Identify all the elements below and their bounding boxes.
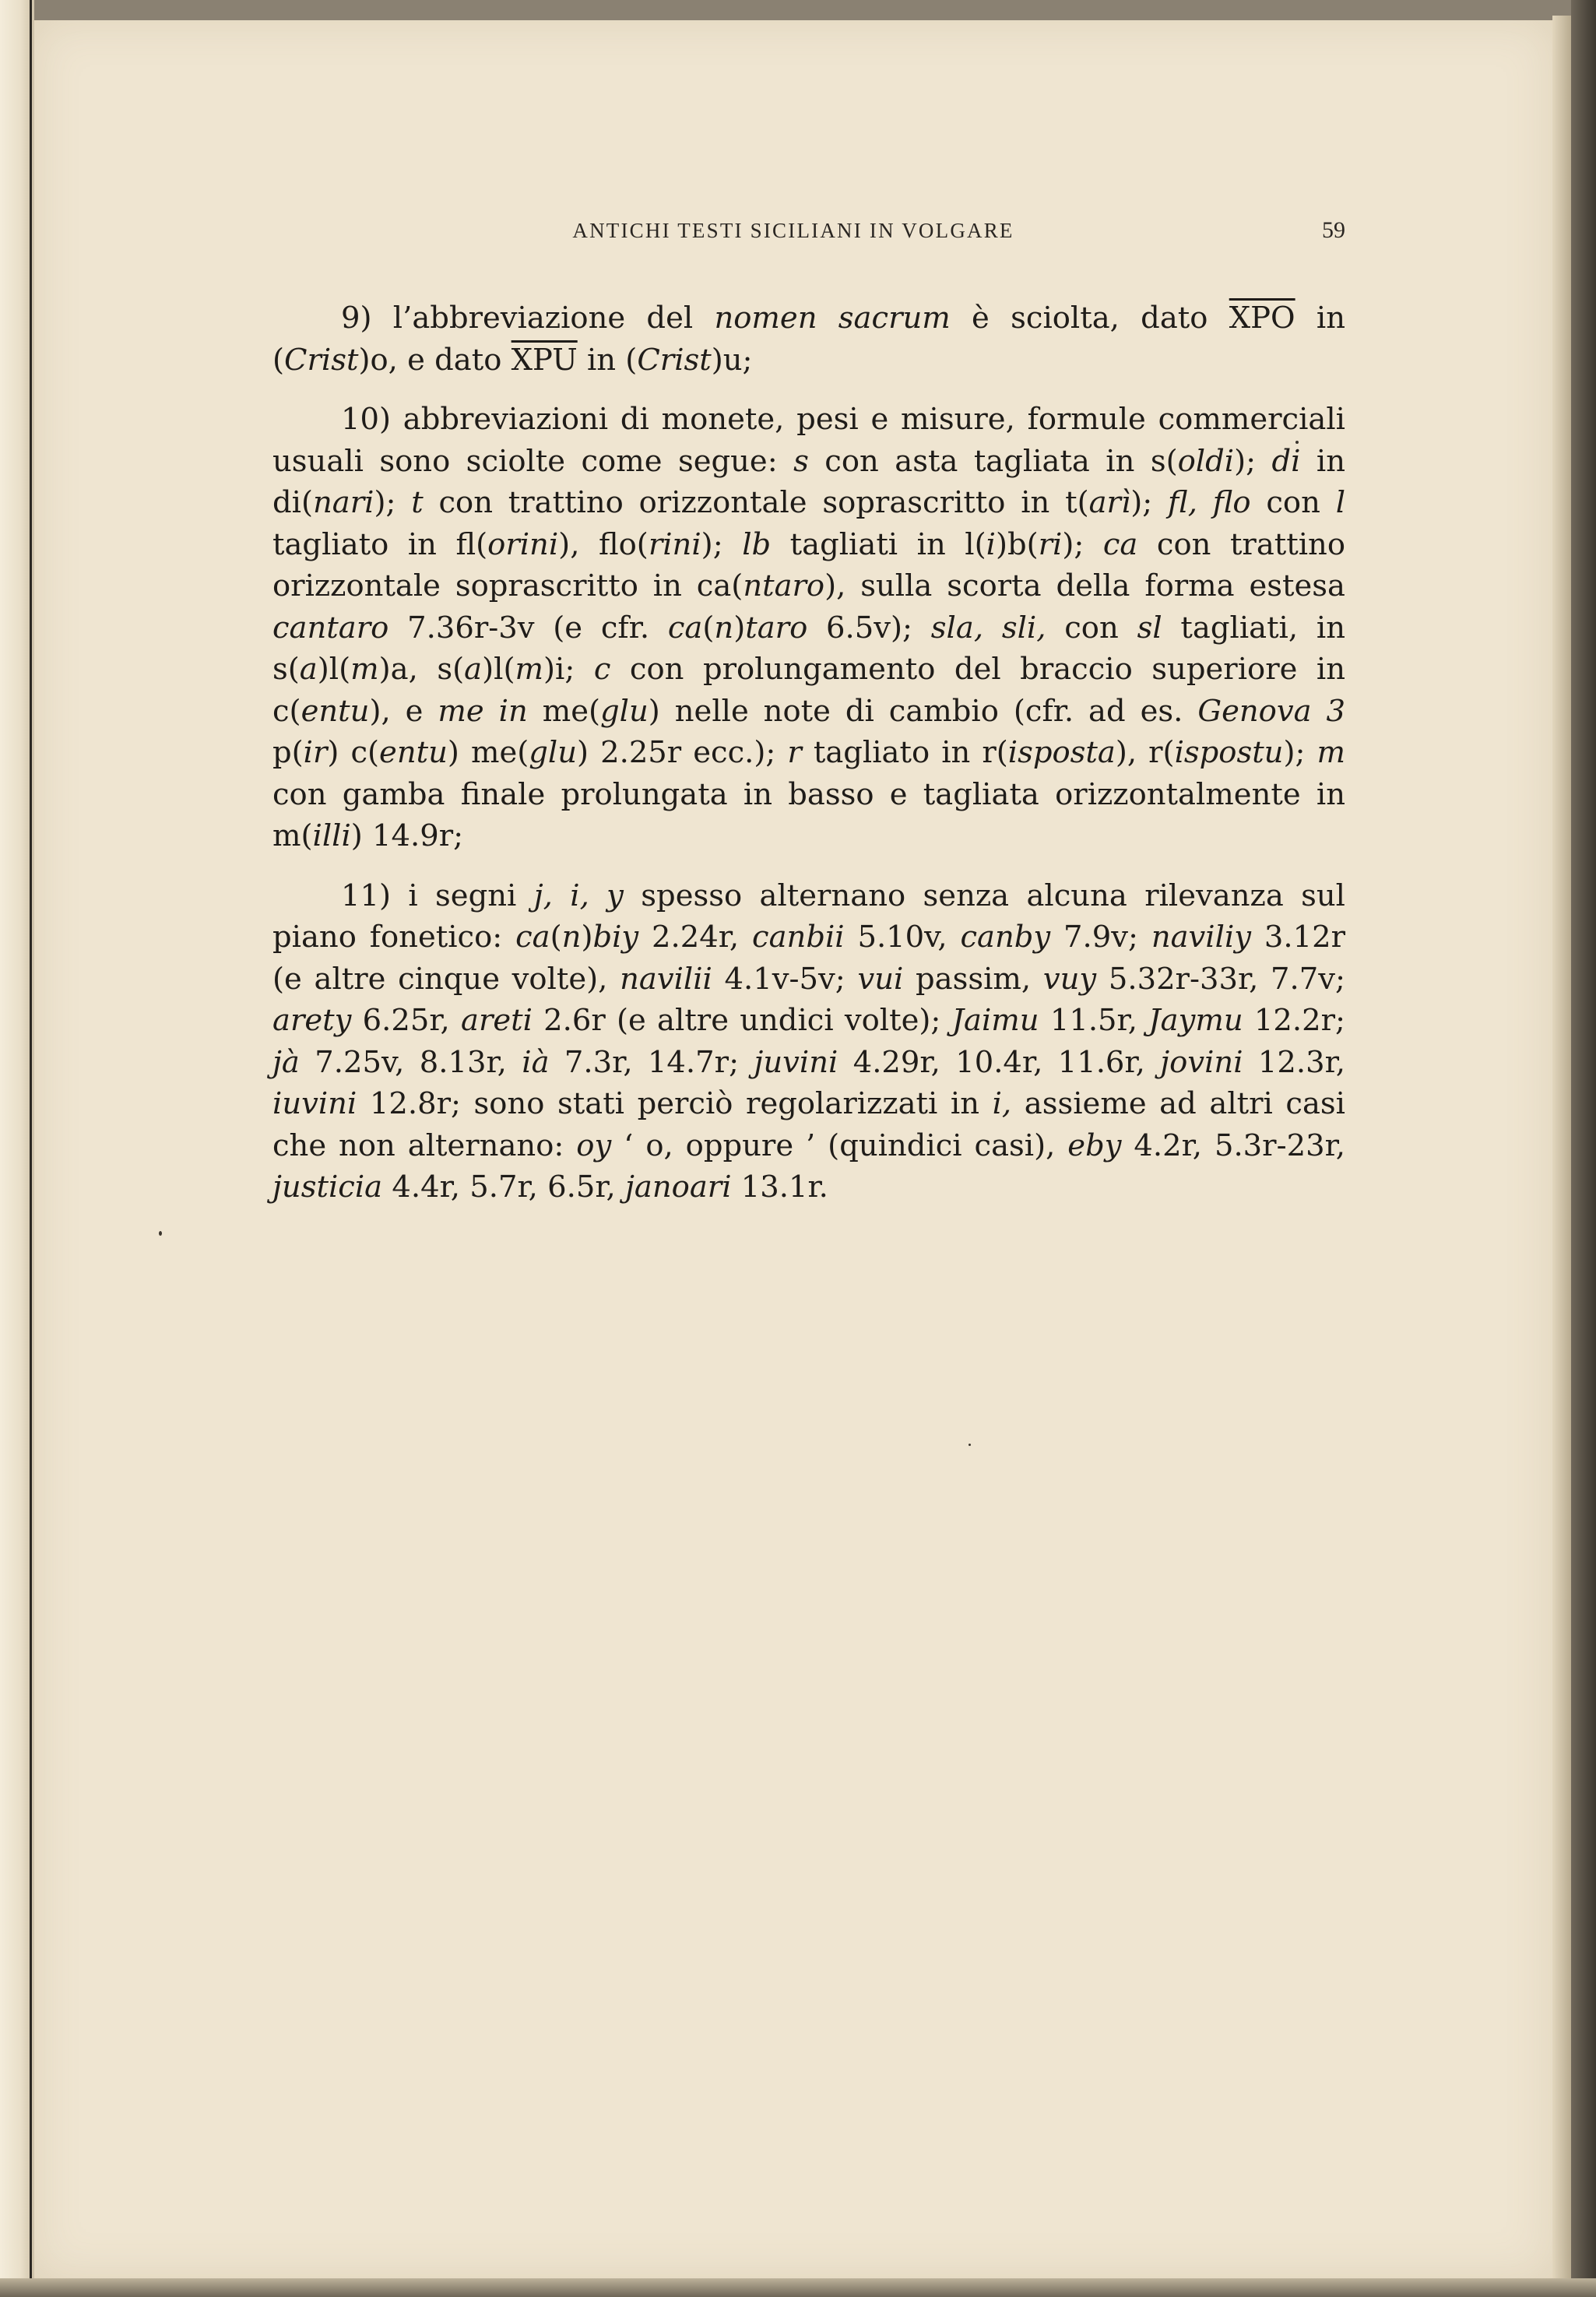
italic-text: a xyxy=(299,652,318,687)
italic-text: oy xyxy=(576,1127,612,1163)
text-run: ), e xyxy=(369,693,438,729)
text-run: è sciolta, dato xyxy=(950,301,1229,336)
italic-text: nari xyxy=(312,485,374,520)
text-run: 6.25r, xyxy=(351,1003,461,1038)
text-run: )i; xyxy=(543,652,594,687)
text-run: 4.4r, 5.7r, 6.5r, xyxy=(382,1170,625,1205)
italic-text: iuvini xyxy=(272,1086,357,1121)
text-run: 4.2r, 5.3r-23r, xyxy=(1121,1127,1345,1163)
italic-text: juvini xyxy=(754,1044,838,1080)
running-title: ANTICHI TESTI SICILIANI IN VOLGARE xyxy=(572,219,1014,242)
italic-text: lb xyxy=(742,526,772,562)
text-run: con asta tagliata in s( xyxy=(808,443,1178,479)
text-run: 12.3r, xyxy=(1243,1044,1346,1080)
text-run: ); xyxy=(1130,485,1169,520)
italic-text: sl xyxy=(1137,610,1162,645)
text-run: tagliati, in s( xyxy=(272,610,1345,687)
abbreviation-overline: $\overline{XPU}$ xyxy=(511,342,578,378)
text-run: )o, e dato xyxy=(358,342,511,378)
italic-text: Jaymu xyxy=(1148,1003,1243,1038)
italic-text: areti xyxy=(460,1003,533,1038)
text-run: ), flo( xyxy=(558,526,649,562)
scan-right-edge xyxy=(1552,16,1571,2289)
text-run: 7.25v, 8.13r, xyxy=(299,1044,522,1080)
italic-text: di xyxy=(1271,443,1301,479)
list-item-10 xyxy=(272,399,1345,857)
text-run: 13.1r. xyxy=(731,1170,828,1205)
page-binding-line xyxy=(30,0,32,2297)
italic-text: Jaimu xyxy=(951,1003,1039,1038)
italic-text: naviliy xyxy=(1151,920,1252,955)
text-run: con xyxy=(1046,610,1137,645)
text-run: con gamba finale prolungata in basso e tagliata orizzontalmente in m( xyxy=(272,776,1345,853)
text-run: ); xyxy=(1062,526,1103,562)
text-run: p( xyxy=(272,735,304,770)
italic-text: entu xyxy=(379,735,448,770)
italic-text: jà xyxy=(272,1044,300,1080)
italic-text: n xyxy=(714,610,734,645)
text-run: )a, s( xyxy=(378,652,465,687)
italic-text: vuy xyxy=(1042,961,1097,997)
text-run: 4.29r, 10.4r, 11.6r, xyxy=(838,1044,1161,1080)
italic-text: taro xyxy=(745,610,808,645)
text-run: 11.5r, xyxy=(1039,1003,1149,1038)
italic-text: oldi xyxy=(1177,443,1235,479)
italic-text: s xyxy=(793,443,809,479)
italic-text: janoari xyxy=(624,1170,732,1205)
text-run: 7.9v; xyxy=(1050,920,1151,955)
text-run: 12.8r; sono stati perciò regolarizzati in xyxy=(357,1086,993,1121)
italic-text: l xyxy=(1335,485,1346,520)
italic-text: eby xyxy=(1067,1127,1122,1163)
abbreviation-overline: $\overline{XPO}$ xyxy=(1229,301,1295,336)
italic-text: ià xyxy=(522,1044,550,1080)
list-item-11 xyxy=(272,875,1345,1208)
text-run: con trattino orizzontale soprascritto in t( xyxy=(423,485,1089,520)
text-run: spesso alternano senza alcuna rilevanza sul piano fonetico: xyxy=(272,878,1345,955)
italic-text: orini xyxy=(487,526,559,562)
italic-text: arì xyxy=(1088,485,1131,520)
text-run: ( xyxy=(702,610,715,645)
text-run: tagliato in fl( xyxy=(272,526,488,562)
text-run: 5.10v, xyxy=(844,920,961,955)
text-run: 3.12r (e altre cinque volte), xyxy=(272,920,1345,997)
text-run: ) me( xyxy=(447,735,529,770)
italic-text: canbii xyxy=(752,920,845,955)
text-run: ); xyxy=(1283,735,1317,770)
text-run: in ( xyxy=(577,342,638,378)
text-run: ); xyxy=(701,526,743,562)
text-run: 2.6r (e altre undici volte); xyxy=(532,1003,952,1038)
text-run: passim, xyxy=(903,961,1043,997)
italic-text: i xyxy=(986,526,996,562)
page-number: 59 xyxy=(1322,217,1345,243)
italic-text: arety xyxy=(272,1003,352,1038)
list-item-9 xyxy=(272,297,1345,381)
book-page xyxy=(34,20,1552,2278)
italic-text: fl, flo xyxy=(1168,485,1251,520)
italic-text: t xyxy=(411,485,424,520)
italic-text: ir xyxy=(303,735,328,770)
italic-text: entu xyxy=(301,693,370,729)
italic-text: c xyxy=(593,652,611,687)
italic-text: ca xyxy=(515,920,550,955)
italic-text: m xyxy=(515,652,543,687)
text-run: in di( xyxy=(272,443,1345,520)
italic-text: ntaro xyxy=(743,568,825,603)
italic-text: justicia xyxy=(272,1170,383,1205)
text-run: )l( xyxy=(482,652,515,687)
italic-text: biy xyxy=(592,920,639,955)
italic-text: navilii xyxy=(620,961,712,997)
paper-speck xyxy=(159,1231,162,1236)
text-run: ) nelle note di cambio (cfr. ad es. xyxy=(648,693,1198,729)
text-run: assieme ad altri casi che non alternano: xyxy=(272,1086,1345,1163)
text-run: ) 14.9r; xyxy=(350,818,464,853)
italic-text: Crist xyxy=(637,342,712,378)
italic-text: ca xyxy=(1102,526,1138,562)
text-run: con trattino orizzontale soprascritto in ca( xyxy=(272,526,1346,603)
italic-text: i, xyxy=(992,1086,1012,1121)
text-run: tagliati in l( xyxy=(771,526,986,562)
text-run: tagliato in r( xyxy=(801,735,1008,770)
paper-speck xyxy=(968,1444,971,1446)
text-run: me( xyxy=(527,693,601,729)
italic-text: cantaro xyxy=(272,610,389,645)
italic-text: me in xyxy=(438,693,528,729)
text-run: 10) abbreviazioni di monete, pesi e misure, formule commerciali usuali sono sciolte come segue: xyxy=(272,402,1345,479)
italic-text: Genova 3 xyxy=(1197,693,1346,729)
italic-text: ispostu xyxy=(1174,735,1284,770)
italic-text: nomen sacrum xyxy=(714,301,951,336)
text-run: in ( xyxy=(272,301,1345,378)
italic-text: a xyxy=(464,652,483,687)
italic-text: ri xyxy=(1038,526,1063,562)
italic-text: r xyxy=(787,735,802,770)
text-run: 5.32r-33r, 7.7v; xyxy=(1096,961,1346,997)
scan-left-edge xyxy=(0,0,34,2297)
italic-text: glu xyxy=(529,735,578,770)
text-run: 12.2r; xyxy=(1243,1003,1345,1038)
text-run: 2.24r, xyxy=(638,920,753,955)
text-run: ( xyxy=(550,920,562,955)
italic-text: rini xyxy=(648,526,701,562)
italic-text: jovini xyxy=(1160,1044,1243,1080)
text-run: con xyxy=(1250,485,1336,520)
italic-text: illi xyxy=(312,818,351,853)
text-body xyxy=(272,297,1345,1208)
scan-gutter xyxy=(1571,0,1596,2297)
italic-text: ca xyxy=(667,610,703,645)
italic-text: isposta xyxy=(1007,735,1116,770)
italic-text: m xyxy=(350,652,379,687)
text-run: 7.36r-3v (e cfr. xyxy=(388,610,668,645)
text-run: ) 2.25r ecc.); xyxy=(577,735,788,770)
italic-text: glu xyxy=(600,693,649,729)
paper-speck xyxy=(1295,441,1299,444)
text-run: con prolungamento del braccio superiore in c( xyxy=(272,652,1345,729)
text-run: ), sulla scorta della forma estesa xyxy=(824,568,1345,603)
text-run: ) xyxy=(733,610,746,645)
text-run: 7.3r, 14.7r; xyxy=(549,1044,754,1080)
italic-text: canby xyxy=(960,920,1051,955)
italic-text: sla, sli, xyxy=(930,610,1046,645)
scan-bottom-edge xyxy=(0,2278,1596,2297)
text-run: ) c( xyxy=(327,735,380,770)
italic-text: Crist xyxy=(284,342,359,378)
text-run: ); xyxy=(1234,443,1272,479)
italic-text: j, i, y xyxy=(533,878,624,913)
text-run: 6.5v); xyxy=(807,610,931,645)
text-run: ); xyxy=(374,485,412,520)
text-run: ‘ o, oppure ’ (quindici casi), xyxy=(611,1127,1068,1163)
italic-text: m xyxy=(1317,735,1346,770)
italic-text: n xyxy=(561,920,582,955)
text-run: )u; xyxy=(711,342,753,378)
italic-text: vui xyxy=(857,961,904,997)
text-run: ), r( xyxy=(1115,735,1175,770)
text-run: 4.1v-5v; xyxy=(712,961,858,997)
text-run: ) xyxy=(581,920,593,955)
text-run: )b( xyxy=(995,526,1039,562)
text-run: 11) i segni xyxy=(341,878,534,913)
text-run: )l( xyxy=(317,652,351,687)
text-run: 9) l’abbreviazione del xyxy=(341,301,715,336)
